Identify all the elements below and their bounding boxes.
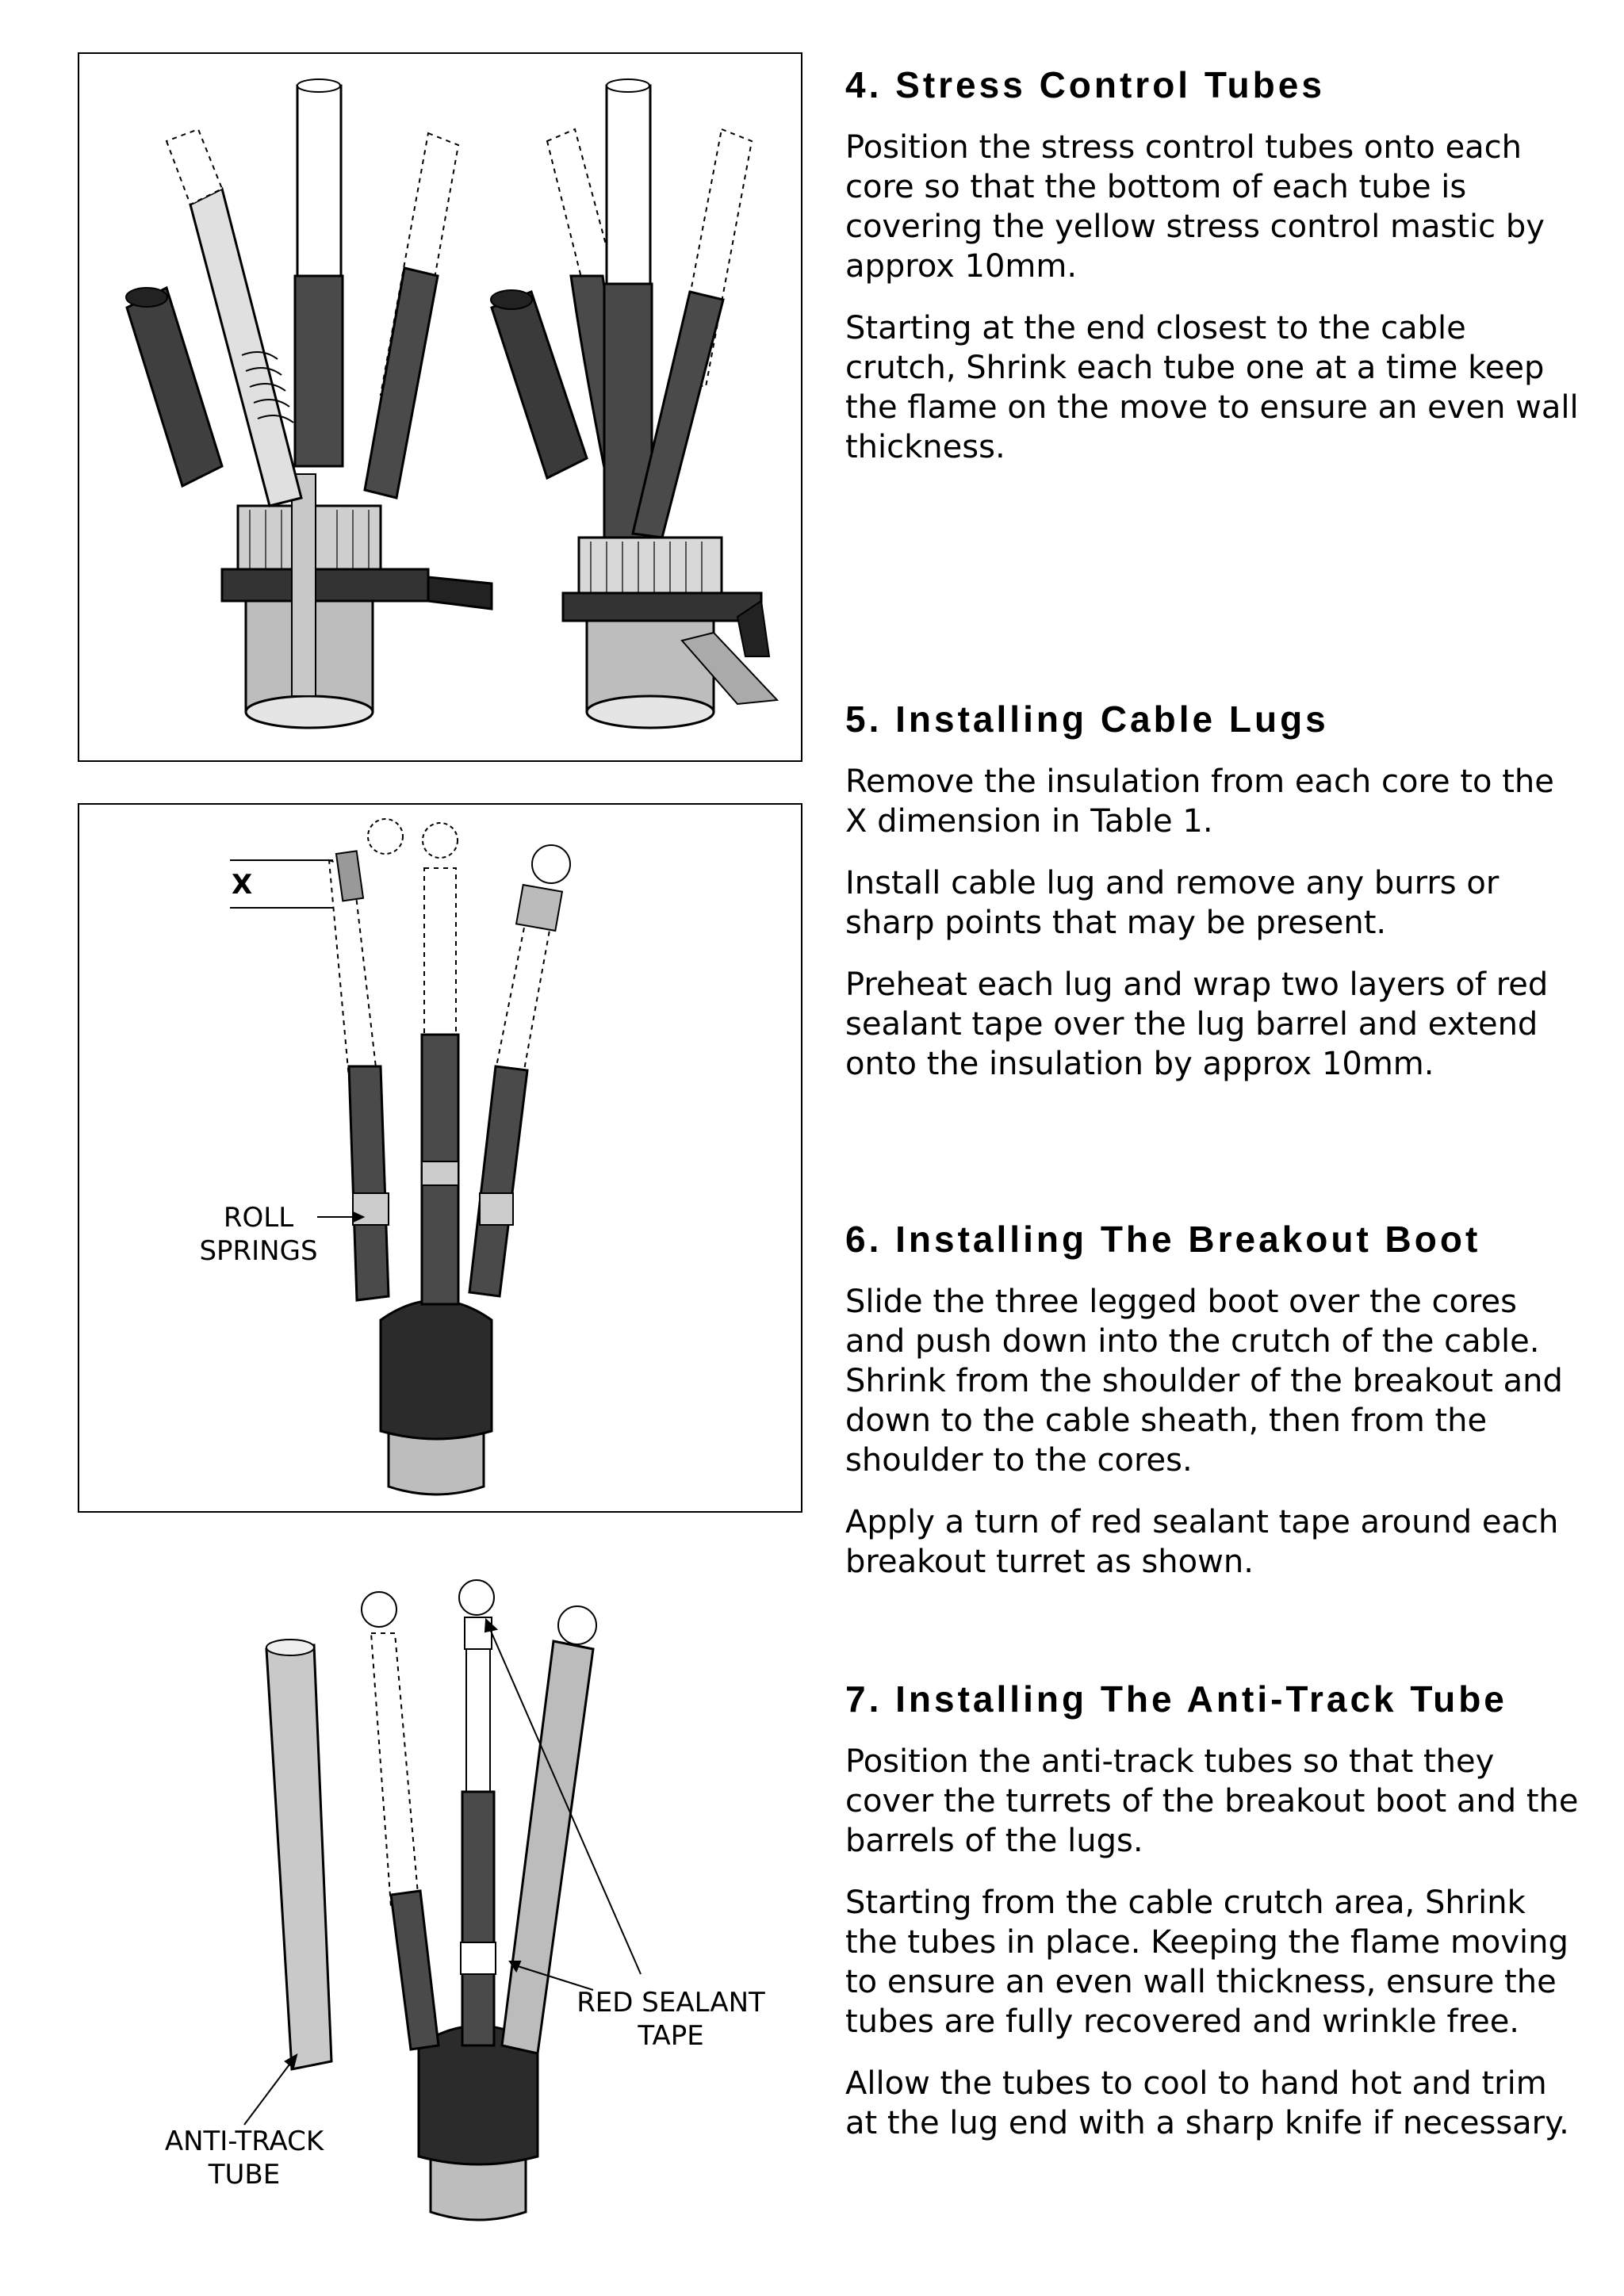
section-paragraph: Starting at the end closest to the cable crutch, Shrink each tube one at a time keep the flame on the move to ensure an even wall thickness. — [845, 309, 1579, 465]
figure-cable-lugs — [78, 803, 802, 1513]
roll-springs-arrow — [317, 1212, 363, 1222]
anti-track-tube-label — [157, 2125, 331, 2191]
anti-track-arrow — [244, 2055, 297, 2125]
section-installing-breakout-boot — [845, 1219, 1583, 1604]
section-paragraph: Position the stress control tubes onto each core so that the bottom of each tube is covering the yellow stress control mastic by approx 10mm. — [845, 128, 1545, 285]
section-title: 5. Installing Cable Lugs — [845, 698, 1329, 740]
cable-lugs-illustration — [79, 805, 801, 1511]
stress-control-illustration — [79, 54, 801, 760]
red-sealant-label-line2: TAPE — [638, 2020, 704, 2052]
section-paragraph: Slide the three legged boot over the cores and push down into the crutch of the cable. Shrink from the shoulder of the breakout and down to the cable sheath, then from the shoulder to the cores. — [845, 1283, 1563, 1479]
anti-track-label-line1: ANTI-TRACK — [164, 2126, 324, 2157]
roll-springs-label — [195, 1201, 322, 1268]
section-paragraph: Position the anti-track tubes so that they cover the turrets of the breakout boot and the barrels of the lugs. — [845, 1743, 1579, 1859]
section-paragraph: Apply a turn of red sealant tape around each breakout turret as shown. — [845, 1503, 1559, 1580]
right-cable-assembly — [491, 79, 777, 728]
section-title: 6. Installing The Breakout Boot — [845, 1219, 1481, 1260]
section-paragraph: Starting from the cable crutch area, Shrink the tubes in place. Keeping the flame moving to ensure an even wall thickness, ensure the tubes are fully recovered and wrinkle free. — [845, 1884, 1568, 2040]
section-paragraph: Install cable lug and remove any burrs or sharp points that may be present. — [845, 864, 1500, 941]
anti-track-label-line2: TUBE — [208, 2159, 281, 2191]
section-title: 4. Stress Control Tubes — [845, 64, 1325, 105]
section-title: 7. Installing The Anti-Track Tube — [845, 1678, 1507, 1720]
section-paragraph: Remove the insulation from each core to the X dimension in Table 1. — [845, 763, 1554, 840]
red-sealant-label-line1: RED SEALANT — [576, 1987, 765, 2019]
x-dimension-label: X — [232, 869, 253, 901]
section-paragraph: Allow the tubes to cool to hand hot and trim at the lug end with a sharp knife if necessary. — [845, 2064, 1569, 2141]
roll-springs-label-line2: SPRINGS — [199, 1235, 318, 1267]
section-installing-anti-track-tube — [845, 1679, 1583, 2165]
left-cable-assembly — [126, 79, 492, 728]
roll-springs-label-line1: ROLL — [223, 1202, 294, 1234]
section-paragraph: Preheat each lug and wrap two layers of red sealant tape over the lug barrel and extend onto the insulation by approx 10mm. — [845, 966, 1549, 1082]
section-installing-cable-lugs — [845, 699, 1583, 1106]
figure-stress-control-tubes — [78, 52, 802, 762]
section-stress-control-tubes — [845, 65, 1583, 489]
red-sealant-tape-label — [576, 1986, 766, 2053]
figure-anti-track-tube — [78, 1554, 802, 2267]
